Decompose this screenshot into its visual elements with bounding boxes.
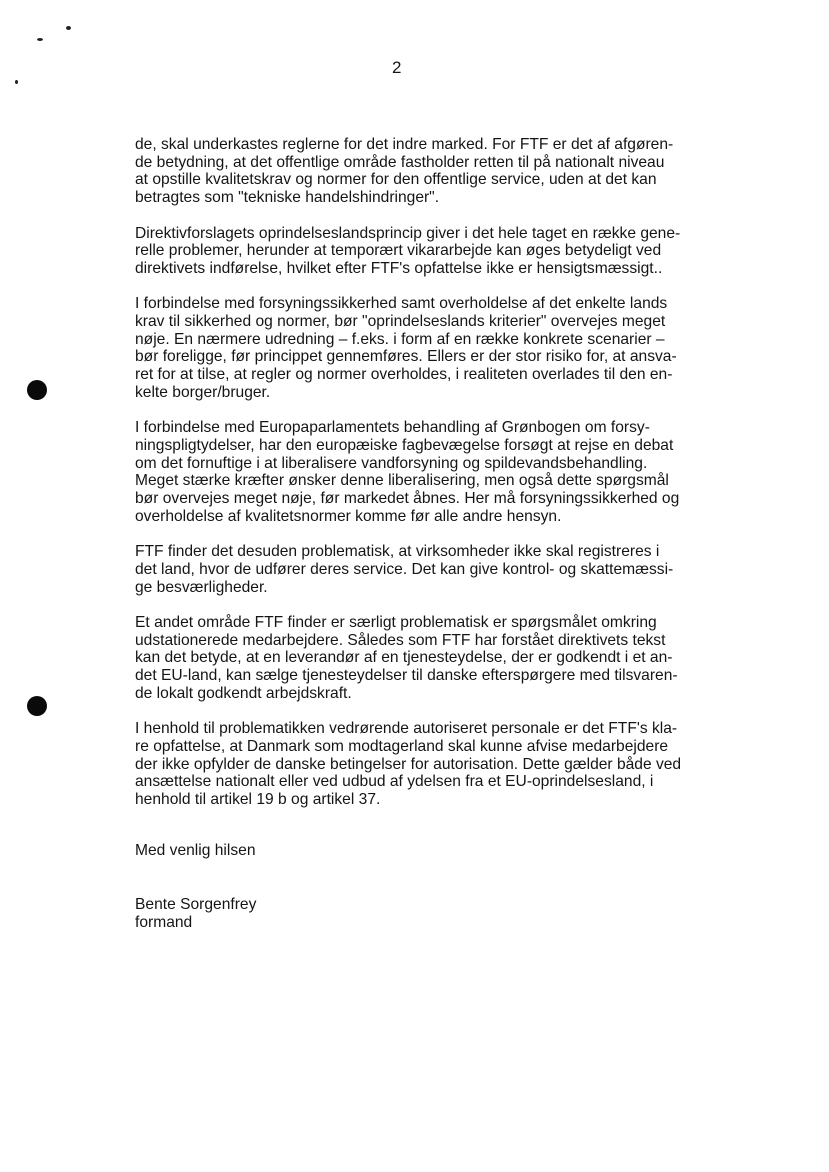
text-line: relle problemer, herunder at temporært vikararbejde kan øges betydeligt ved — [135, 242, 662, 260]
text-line: de lokalt godkendt arbejdskraft. — [135, 684, 352, 702]
paragraph — [135, 295, 695, 401]
text-line: at opstille kvalitetskrav og normer for den offentlige service, uden at det kan — [135, 171, 657, 189]
paragraph — [135, 543, 695, 596]
hole-punch-lower — [27, 696, 47, 716]
scan-speck — [66, 26, 71, 30]
text-line: overholdelse af kvalitetsnormer komme før alle andre hensyn. — [135, 507, 562, 525]
paragraph — [135, 614, 695, 703]
text-line: I forbindelse med forsyningssikkerhed samt overholdelse af det enkelte lands — [135, 295, 668, 313]
text-line: de, skal underkastes reglerne for det indre marked. For FTF er det af afgøren- — [135, 136, 674, 153]
text-line: nøje. En nærmere udredning – f.eks. i form af en række konkrete scenarier – — [135, 330, 665, 348]
text-line: re opfattelse, at Danmark som modtagerland skal kunne afvise medarbejdere — [135, 737, 669, 755]
signatory-title: formand — [135, 913, 193, 931]
text-line: betragtes som "tekniske handelshindringer". — [135, 189, 440, 207]
text-line: bør overvejes meget nøje, før markedet åbnes. Her må forsyningssikkerhed og — [135, 490, 680, 508]
text-line: I forbindelse med Europaparlamentets behandling af Grønbogen om forsy- — [135, 419, 650, 437]
text-line: Direktivforslagets oprindelseslandsprincip giver i det hele taget en række gene- — [135, 224, 681, 242]
paragraph — [135, 225, 695, 278]
scan-speck — [15, 80, 18, 84]
text-line: ningspligtydelser, har den europæiske fagbevægelse forsøgt at rejse en debat — [135, 436, 674, 454]
paragraph — [135, 136, 695, 207]
text-line: I henhold til problematikken vedrørende autoriseret personale er det FTF's kla- — [135, 720, 678, 738]
text-line: kelte borger/bruger. — [135, 383, 271, 401]
text-line: de betydning, at det offentlige område fastholder retten til på nationalt niveau — [135, 153, 665, 171]
hole-punch-upper — [27, 380, 47, 400]
text-line: ret for at tilse, at regler og normer overholdes, i realiteten overlades til den en- — [135, 366, 673, 384]
text-line: ansættelse nationalt eller ved udbud af ydelsen fra et EU-oprindelsesland, i — [135, 773, 654, 791]
text-line: om det fornuftige i at liberalisere vandforsyning og spildevandsbehandling. — [135, 454, 648, 472]
text-line: Meget stærke kræfter ønsker denne liberalisering, men også dette spørgsmål — [135, 472, 669, 490]
text-line: Et andet område FTF finder er særligt problematisk er spørgsmålet omkring — [135, 613, 657, 631]
paragraph — [135, 419, 695, 525]
text-line: ge besværligheder. — [135, 578, 268, 596]
text-line: henhold til artikel 19 b og artikel 37. — [135, 790, 381, 808]
signatory-name: Bente Sorgenfrey — [135, 896, 257, 913]
text-line: kan det betyde, at en leverandør af en tjenesteydelse, der er godkendt i et an- — [135, 649, 673, 667]
text-line: udstationerede medarbejdere. Således som FTF har forstået direktivets tekst — [135, 631, 666, 649]
text-line: der ikke opfylder de danske betingelser for autorisation. Dette gælder både ved — [135, 755, 682, 773]
paragraph — [135, 720, 695, 809]
page-number: 2 — [392, 58, 402, 77]
text-line: bør foreligge, før princippet gennemføres. Ellers er der stor risiko for, at ansva- — [135, 348, 677, 366]
text-line: det EU-land, kan sælge tjenesteydelser til danske efterspørgere med tilsvaren- — [135, 667, 678, 685]
signature-block — [135, 896, 256, 931]
letter-body — [135, 136, 695, 826]
text-line: det land, hvor de udfører deres service. Det kan give kontrol- og skattemæssi- — [135, 560, 674, 578]
text-line: FTF finder det desuden problematisk, at virksomheder ikke skal registreres i — [135, 543, 660, 561]
text-line: krav til sikkerhed og normer, bør "oprindelseslands kriterier" overvejes meget — [135, 313, 666, 330]
closing-salutation: Med venlig hilsen — [135, 842, 256, 859]
scan-speck — [37, 38, 43, 41]
text-line: direktivets indførelse, hvilket efter FTF's opfattelse ikke er hensigtsmæssigt.. — [135, 259, 663, 277]
